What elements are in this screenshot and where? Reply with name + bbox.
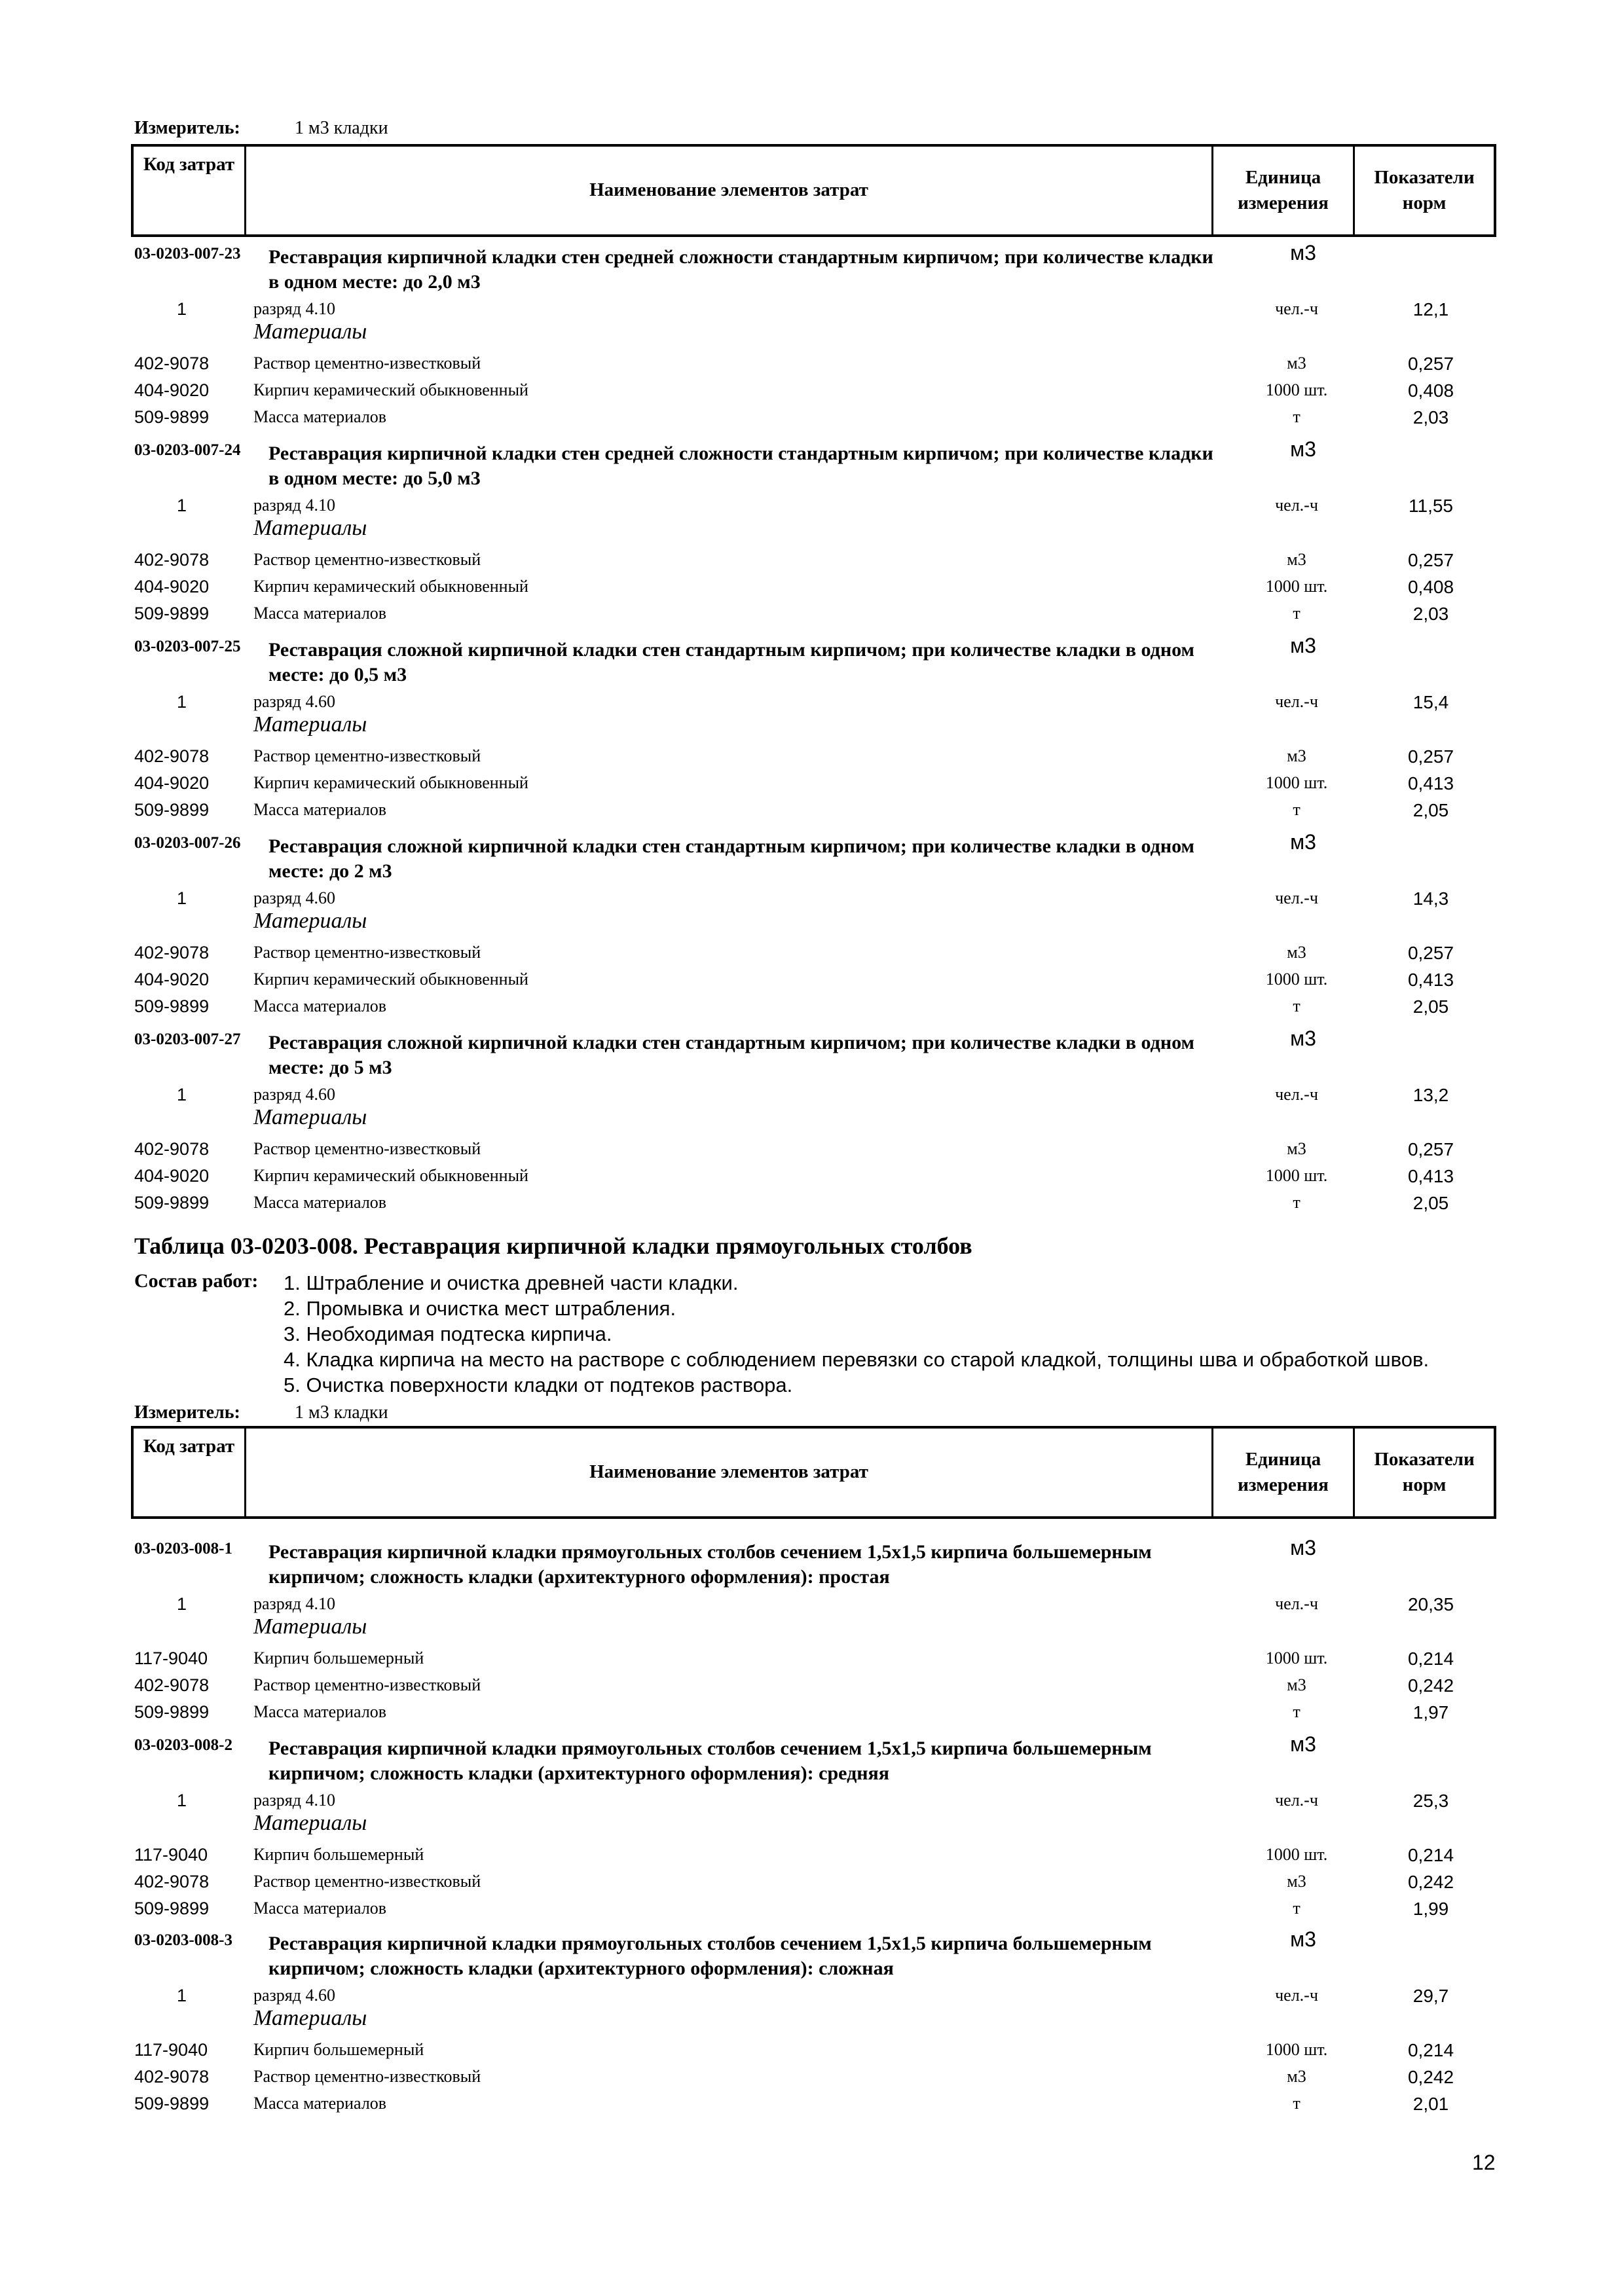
- materials-label: Материалы: [253, 1614, 367, 1639]
- material-unit: 1000 шт.: [1265, 380, 1328, 399]
- material-unit: м3: [1287, 550, 1306, 569]
- work-item: 2. Промывка и очистка мест штрабления.: [284, 1297, 676, 1320]
- labor-code: 1: [176, 1791, 187, 1810]
- labor-code: 1: [176, 1085, 187, 1104]
- material-code: 402-9078: [134, 550, 210, 570]
- material-code: 402-9078: [134, 354, 210, 373]
- material-value: 0,413: [1407, 773, 1454, 793]
- norm-code: 03-0203-007-23: [134, 245, 241, 263]
- meter-line-2: [134, 1402, 388, 1423]
- material-value: 0,214: [1407, 2040, 1454, 2060]
- material-value: 2,03: [1412, 604, 1449, 624]
- material-name: Раствор цементно-известковый: [253, 2067, 481, 2086]
- labor-unit: чел.-ч: [1275, 888, 1318, 907]
- material-name: Масса материалов: [253, 1193, 387, 1212]
- material-unit: т: [1293, 1193, 1301, 1212]
- labor-name: разряд 4.60: [253, 1986, 335, 2005]
- meter-line: [134, 118, 388, 139]
- material-code: 402-9078: [134, 2067, 210, 2086]
- labor-unit: чел.-ч: [1275, 496, 1318, 515]
- material-code: 509-9899: [134, 1702, 210, 1722]
- material-value: 0,214: [1407, 1845, 1454, 1865]
- material-unit: 1000 шт.: [1265, 2040, 1328, 2059]
- material-name: Раствор цементно-известковый: [253, 746, 481, 765]
- labor-code: 1: [176, 888, 187, 908]
- labor-name: разряд 4.10: [253, 496, 335, 515]
- norm-title: Реставрация сложной кирпичной кладки стен стандартным кирпичом; при количестве кладки в одном месте: до 2 м3: [268, 835, 1194, 882]
- material-value: 0,257: [1407, 746, 1454, 767]
- labor-unit: чел.-ч: [1275, 1085, 1318, 1104]
- material-code: 404-9020: [134, 1166, 210, 1186]
- norm-title: Реставрация кирпичной кладки стен средней сложности стандартным кирпичом; при количестве кладки в одном месте: до 5,0 м3: [268, 443, 1213, 489]
- labor-code: 1: [176, 1986, 187, 2005]
- norm-title: Реставрация кирпичной кладки прямоугольных столбов сечением 1,5х1,5 кирпича большемерным кирпичом; сложность кладки (архитектурного оформления): средняя: [268, 1738, 1152, 1784]
- material-unit: 1000 шт.: [1265, 1845, 1328, 1864]
- norm-unit: м3: [1290, 241, 1316, 264]
- meter-label: Измеритель:: [134, 1402, 240, 1423]
- norm-code: 03-0203-007-27: [134, 1030, 241, 1048]
- labor-value: 29,7: [1412, 1986, 1449, 2006]
- materials-label: Материалы: [253, 516, 367, 540]
- norm-title: Реставрация сложной кирпичной кладки стен стандартным кирпичом; при количестве кладки в одном месте: до 5 м3: [268, 1032, 1194, 1078]
- norm-code: 03-0203-007-26: [134, 834, 241, 852]
- material-value: 1,99: [1412, 1899, 1449, 1919]
- works-label: Состав работ:: [134, 1270, 259, 1292]
- material-unit: 1000 шт.: [1265, 1649, 1328, 1667]
- labor-code: 1: [176, 299, 187, 319]
- material-value: 0,413: [1407, 1166, 1454, 1186]
- labor-code: 1: [176, 496, 187, 515]
- material-unit: 1000 шт.: [1265, 577, 1328, 596]
- material-name: Кирпич большемерный: [253, 1649, 424, 1667]
- material-code: 402-9078: [134, 1139, 210, 1159]
- material-name: Масса материалов: [253, 604, 387, 623]
- material-name: Масса материалов: [253, 996, 387, 1015]
- materials-label: Материалы: [253, 909, 367, 933]
- material-value: 2,05: [1412, 800, 1449, 820]
- header-norm: Показатели норм: [1374, 166, 1475, 213]
- page-number: 12: [1472, 2151, 1496, 2174]
- meter-label: Измеритель:: [134, 118, 240, 138]
- material-unit: м3: [1287, 943, 1306, 962]
- norm-unit: м3: [1290, 1732, 1316, 1756]
- labor-unit: чел.-ч: [1275, 1594, 1318, 1613]
- material-code: 117-9040: [134, 1649, 208, 1668]
- material-unit: 1000 шт.: [1265, 1166, 1328, 1185]
- material-name: Кирпич керамический обыкновенный: [253, 380, 528, 399]
- material-name: Кирпич керамический обыкновенный: [253, 1166, 528, 1185]
- labor-name: разряд 4.10: [253, 299, 335, 318]
- norm-code: 03-0203-008-3: [134, 1931, 232, 1949]
- material-name: Раствор цементно-известковый: [253, 943, 481, 962]
- materials-label: Материалы: [253, 319, 367, 344]
- material-code: 404-9020: [134, 577, 210, 596]
- labor-value: 15,4: [1412, 692, 1449, 712]
- norm-unit: м3: [1290, 1536, 1316, 1559]
- material-code: 509-9899: [134, 1193, 210, 1212]
- material-value: 0,257: [1407, 354, 1454, 374]
- material-code: 402-9078: [134, 1872, 210, 1891]
- labor-value: 11,55: [1409, 496, 1453, 516]
- material-value: 2,05: [1412, 1193, 1449, 1213]
- material-code: 404-9020: [134, 380, 210, 400]
- work-item: 5. Очистка поверхности кладки от подтеков раствора.: [284, 1374, 793, 1396]
- material-code: 509-9899: [134, 1899, 210, 1918]
- material-unit: м3: [1287, 1872, 1306, 1891]
- labor-value: 12,1: [1412, 299, 1449, 319]
- material-unit: м3: [1287, 746, 1306, 765]
- material-name: Раствор цементно-известковый: [253, 1675, 481, 1694]
- materials-label: Материалы: [253, 1811, 367, 1835]
- meter-value: 1 м3 кладки: [295, 1402, 388, 1423]
- material-value: 0,214: [1407, 1649, 1454, 1669]
- labor-value: 25,3: [1412, 1791, 1449, 1811]
- header-unit: Единица измерения: [1213, 147, 1355, 234]
- material-value: 0,257: [1407, 1139, 1454, 1159]
- material-name: Кирпич керамический обыкновенный: [253, 773, 528, 792]
- material-name: Кирпич керамический обыкновенный: [253, 577, 528, 596]
- work-item: 1. Штрабление и очистка древней части кладки.: [284, 1271, 739, 1294]
- norm-unit: м3: [1290, 830, 1316, 854]
- labor-code: 1: [176, 692, 187, 712]
- material-code: 509-9899: [134, 407, 210, 427]
- material-code: 402-9078: [134, 943, 210, 962]
- table-header: [131, 144, 1496, 237]
- labor-unit: чел.-ч: [1275, 1986, 1318, 2005]
- header-unit: Единица измерения: [1213, 1429, 1355, 1516]
- material-name: Кирпич керамический обыкновенный: [253, 970, 528, 989]
- material-unit: 1000 шт.: [1265, 773, 1328, 792]
- table-title: Таблица 03-0203-008. Реставрация кирпичной кладки прямоугольных столбов: [134, 1233, 972, 1259]
- norm-code: 03-0203-007-24: [134, 441, 241, 459]
- labor-value: 13,2: [1412, 1085, 1449, 1105]
- material-value: 2,01: [1412, 2094, 1449, 2114]
- norm-code: 03-0203-008-2: [134, 1736, 232, 1754]
- material-unit: т: [1293, 407, 1301, 426]
- labor-unit: чел.-ч: [1275, 299, 1318, 318]
- norm-title: Реставрация кирпичной кладки прямоугольных столбов сечением 1,5х1,5 кирпича большемерным кирпичом; сложность кладки (архитектурного оформления): простая: [268, 1541, 1152, 1588]
- materials-label: Материалы: [253, 712, 367, 737]
- work-item: 3. Необходимая подтеска кирпича.: [284, 1322, 612, 1345]
- materials-label: Материалы: [253, 1105, 367, 1129]
- norm-code: 03-0203-007-25: [134, 638, 241, 655]
- material-code: 509-9899: [134, 604, 210, 623]
- material-unit: т: [1293, 800, 1301, 819]
- header-name: Наименование элементов затрат: [246, 147, 1213, 234]
- material-name: Кирпич большемерный: [253, 2040, 424, 2059]
- header-code: Код затрат: [134, 147, 246, 234]
- material-code: 402-9078: [134, 1675, 210, 1695]
- labor-name: разряд 4.60: [253, 1085, 335, 1104]
- materials-label: Материалы: [253, 2006, 367, 2030]
- labor-value: 20,35: [1407, 1594, 1454, 1614]
- labor-code: 1: [176, 1594, 187, 1614]
- material-unit: т: [1293, 1899, 1301, 1918]
- material-value: 0,257: [1407, 943, 1454, 963]
- material-unit: т: [1293, 2094, 1301, 2113]
- labor-name: разряд 4.60: [253, 888, 335, 907]
- material-unit: т: [1293, 1702, 1301, 1721]
- material-value: 1,97: [1412, 1702, 1449, 1722]
- material-unit: м3: [1287, 1139, 1306, 1158]
- material-name: Раствор цементно-известковый: [253, 1872, 481, 1891]
- norm-code: 03-0203-008-1: [134, 1540, 232, 1558]
- labor-name: разряд 4.60: [253, 692, 335, 711]
- labor-unit: чел.-ч: [1275, 1791, 1318, 1810]
- material-value: 0,242: [1407, 2067, 1454, 2087]
- labor-value: 14,3: [1412, 888, 1449, 909]
- material-name: Масса материалов: [253, 1702, 387, 1721]
- material-value: 2,05: [1412, 996, 1449, 1017]
- norm-title: Реставрация сложной кирпичной кладки стен стандартным кирпичом; при количестве кладки в одном месте: до 0,5 м3: [268, 639, 1194, 685]
- norm-unit: м3: [1290, 1927, 1316, 1951]
- norm-unit: м3: [1290, 437, 1316, 461]
- material-code: 509-9899: [134, 800, 210, 820]
- material-name: Масса материалов: [253, 2094, 387, 2113]
- material-code: 509-9899: [134, 2094, 210, 2113]
- material-name: Раствор цементно-известковый: [253, 354, 481, 373]
- material-code: 509-9899: [134, 996, 210, 1016]
- material-name: Масса материалов: [253, 407, 387, 426]
- norm-title: Реставрация кирпичной кладки прямоугольных столбов сечением 1,5х1,5 кирпича большемерным кирпичом; сложность кладки (архитектурного оформления): сложная: [268, 1933, 1152, 1979]
- header-norm: Показатели норм: [1374, 1448, 1475, 1495]
- labor-name: разряд 4.10: [253, 1791, 335, 1810]
- material-name: Масса материалов: [253, 800, 387, 819]
- labor-unit: чел.-ч: [1275, 692, 1318, 711]
- work-item: 4. Кладка кирпича на место на растворе с соблюдением перевязки со старой кладкой, толщины шва и обработкой швов.: [284, 1348, 1430, 1371]
- meter-value: 1 м3 кладки: [295, 118, 388, 138]
- labor-name: разряд 4.10: [253, 1594, 335, 1613]
- header-code: Код затрат: [134, 1429, 246, 1516]
- material-unit: м3: [1287, 1675, 1306, 1694]
- material-code: 402-9078: [134, 746, 210, 766]
- material-unit: м3: [1287, 354, 1306, 373]
- material-code: 404-9020: [134, 773, 210, 793]
- material-code: 117-9040: [134, 2040, 208, 2060]
- material-value: 0,408: [1407, 380, 1454, 401]
- header-name: Наименование элементов затрат: [246, 1429, 1213, 1516]
- norm-unit: м3: [1290, 1027, 1316, 1050]
- material-value: 0,413: [1407, 970, 1454, 990]
- norm-unit: м3: [1290, 634, 1316, 657]
- material-name: Раствор цементно-известковый: [253, 1139, 481, 1158]
- material-name: Масса материалов: [253, 1899, 387, 1918]
- material-code: 117-9040: [134, 1845, 208, 1865]
- table-header-2: [131, 1426, 1496, 1519]
- material-name: Кирпич большемерный: [253, 1845, 424, 1864]
- material-unit: т: [1293, 604, 1301, 623]
- material-value: 2,03: [1412, 407, 1449, 428]
- material-value: 0,257: [1407, 550, 1454, 570]
- norm-title: Реставрация кирпичной кладки стен средней сложности стандартным кирпичом; при количестве кладки в одном месте: до 2,0 м3: [268, 246, 1213, 293]
- material-unit: м3: [1287, 2067, 1306, 2086]
- material-value: 0,242: [1407, 1675, 1454, 1696]
- material-unit: 1000 шт.: [1265, 970, 1328, 989]
- material-value: 0,408: [1407, 577, 1454, 597]
- material-code: 404-9020: [134, 970, 210, 989]
- material-unit: т: [1293, 996, 1301, 1015]
- material-value: 0,242: [1407, 1872, 1454, 1892]
- material-name: Раствор цементно-известковый: [253, 550, 481, 569]
